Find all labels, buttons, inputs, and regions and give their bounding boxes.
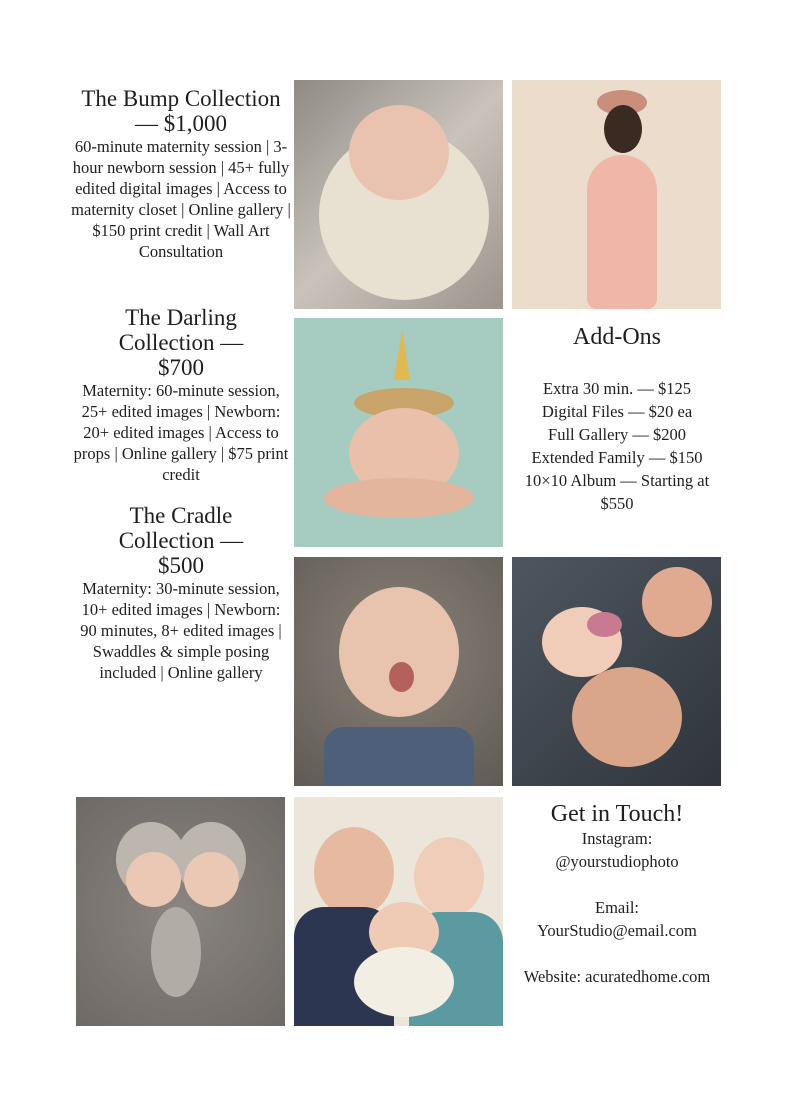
website-link[interactable]: Website: acuratedhome.com bbox=[523, 967, 711, 986]
package-darling bbox=[72, 305, 290, 485]
package-bump bbox=[70, 86, 292, 262]
family-photo bbox=[512, 557, 721, 786]
instagram-handle[interactable]: @yourstudiophoto bbox=[555, 852, 679, 871]
package-details: Maternity: 60-minute session, 25+ edited images | Newborn: 20+ edited images | Access to props | Online gallery | $75 print credit bbox=[73, 381, 289, 484]
instagram-label: Instagram: bbox=[581, 829, 653, 848]
contact-section bbox=[508, 801, 726, 988]
package-details: 60-minute maternity session | 3-hour newborn session | 45+ fully edited digital images | Access to maternity closet | Online gallery | $150 print credit | Wall Art Consultation bbox=[71, 137, 291, 261]
package-details: Maternity: 30-minute session, 10+ edited images | Newborn: 90 minutes, 8+ edited images | Swaddles & simple posing included | Online gallery bbox=[80, 579, 282, 682]
addon-item: Digital Files — $20 ea bbox=[541, 402, 693, 421]
addons-section bbox=[508, 324, 726, 515]
unicorn-newborn-photo bbox=[294, 318, 503, 547]
twins-photo bbox=[76, 797, 285, 1026]
email-address[interactable]: YourStudio@email.com bbox=[537, 921, 697, 940]
newborn-wrapped-photo bbox=[294, 80, 503, 309]
yawning-newborn-photo bbox=[294, 557, 503, 786]
addon-item: Full Gallery — $200 bbox=[548, 425, 686, 444]
addon-item: 10×10 Album — Starting at $550 bbox=[524, 471, 710, 513]
package-title: The Darling Collection — $700 bbox=[118, 305, 244, 380]
package-cradle bbox=[72, 503, 290, 683]
email-label: Email: bbox=[595, 898, 639, 917]
package-title: The Cradle Collection — $500 bbox=[118, 503, 244, 578]
contact-title: Get in Touch! bbox=[550, 801, 684, 827]
siblings-photo bbox=[294, 797, 503, 1026]
addon-item: Extended Family — $150 bbox=[531, 448, 703, 467]
addon-item: Extra 30 min. — $125 bbox=[542, 379, 692, 398]
package-title: The Bump Collection — $1,000 bbox=[81, 86, 281, 136]
maternity-photo bbox=[512, 80, 721, 309]
addons-title: Add-Ons bbox=[573, 324, 661, 350]
